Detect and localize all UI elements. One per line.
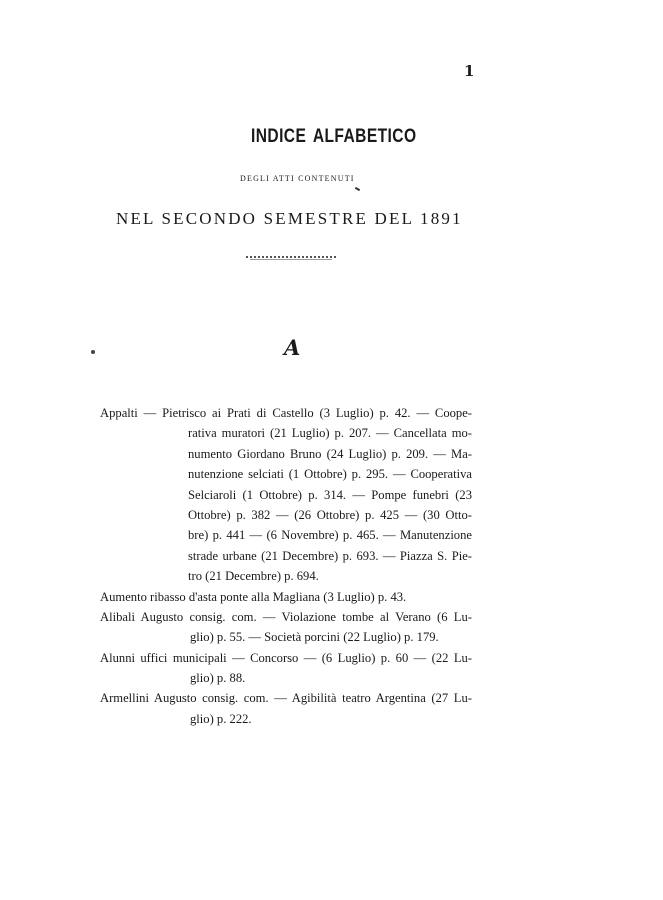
entry-line: Aumento ribasso d'asta ponte alla Magliana (3 Luglio) p. 43. <box>100 589 407 604</box>
index-entry-appalti <box>100 403 472 587</box>
entry-line: glio) p. 55. — Società porcini (22 Luglio) p. 179. <box>190 630 439 645</box>
index-title <box>62 126 606 148</box>
tick-mark <box>355 187 360 191</box>
entry-line: Alibali Augusto consig. com. — Violazione tombe al Verano (6 Lu- <box>100 609 472 624</box>
page-number: 1 <box>464 62 475 80</box>
entry-line: Ottobre) p. 382 — (26 Ottobre) p. 425 — (30 Otto- <box>188 507 472 522</box>
entry-line: Alunni uffici municipali — Concorso — (6 Luglio) p. 60 — (22 Lu- <box>100 650 472 665</box>
index-entries <box>100 403 472 729</box>
title-word-indice: INDICE <box>251 126 307 147</box>
index-entry-alibali <box>100 607 472 648</box>
entry-line: glio) p. 222. <box>190 711 252 726</box>
entry-line: Selciaroli (1 Ottobre) p. 314. — Pompe funebri (23 <box>188 487 472 502</box>
entry-line: nutenzione selciati (1 Ottobre) p. 295. — Cooperativa <box>188 467 472 482</box>
index-entry-alunni <box>100 648 472 689</box>
ornamental-divider-underline <box>250 259 332 260</box>
section-letter: A <box>284 335 301 360</box>
entry-line: rativa muratori (21 Luglio) p. 207. — Cancellata mo- <box>188 426 472 441</box>
entry-line: bre) p. 441 — (6 Novembre) p. 465. — Manutenzione <box>188 528 472 543</box>
entry-line: glio) p. 88. <box>190 671 246 686</box>
index-subtitle: DEGLI ATTI CONTENUTI <box>240 174 355 183</box>
entry-line: Armellini Augusto consig. com. — Agibilità teatro Argentina (27 Lu- <box>100 691 472 706</box>
index-entry-armellini <box>100 688 472 729</box>
entry-line: tro (21 Decembre) p. 694. <box>188 569 319 584</box>
semester-heading: NEL SECONDO SEMESTRE DEL 1891 <box>116 209 463 228</box>
index-entry-aumento <box>100 587 472 607</box>
title-word-alfabetico: ALFABETICO <box>312 126 417 147</box>
ornamental-divider <box>246 256 336 258</box>
entry-line: strade urbane (21 Decembre) p. 693. — Piazza S. Pie- <box>188 548 472 563</box>
entry-line: Appalti — Pietrisco ai Prati di Castello (3 Luglio) p. 42. — Coope- <box>100 406 472 420</box>
ink-dot <box>91 350 95 354</box>
entry-line: numento Giordano Bruno (24 Luglio) p. 209. — Ma- <box>188 446 472 461</box>
